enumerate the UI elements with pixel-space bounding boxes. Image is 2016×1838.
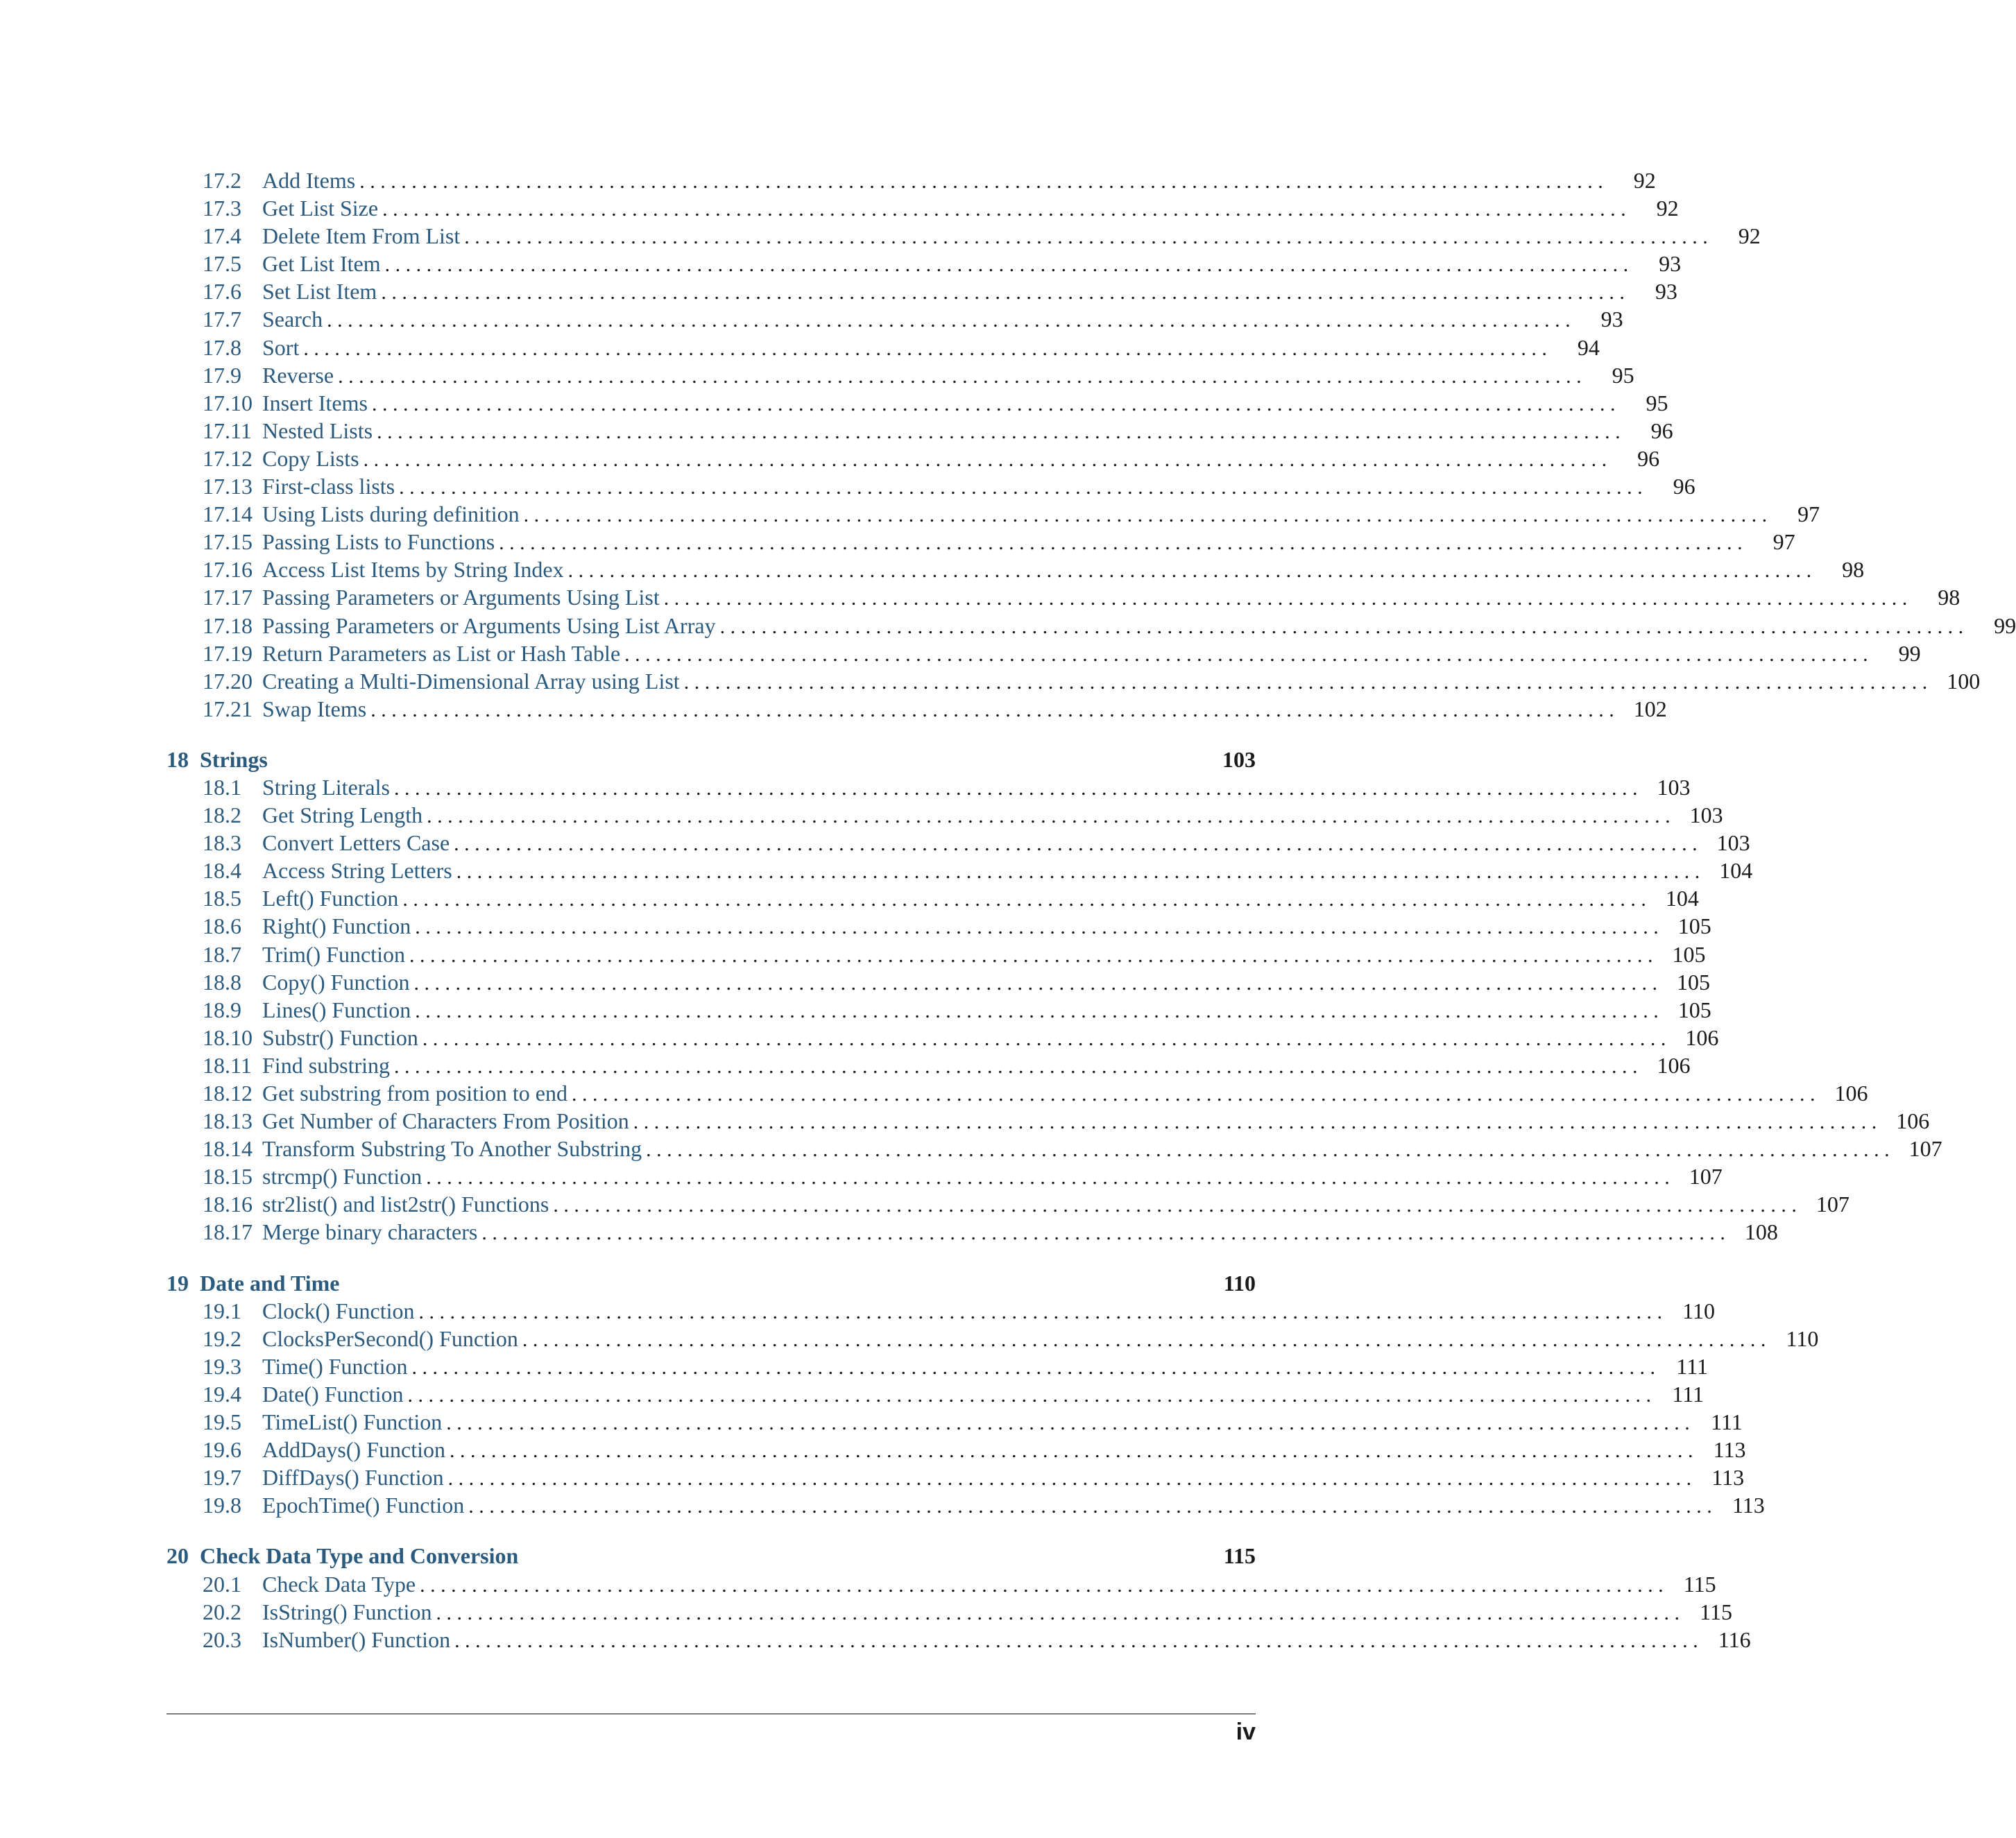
toc-section-entry[interactable] (166, 1024, 1719, 1051)
section-title[interactable]: Swap Items (262, 696, 367, 721)
leader-dots: . . . . . . . . . . . . . . . . . . . . . . . . . . . . . . . . . . . . . . . . . . . . . . . . . . . . . . . . . . . . . . . . . . . . . . . . . . . . . . . . . . . . . . . . . . . . . . . . . . . . . . . . . . . . . . . . . . . . . . . . (338, 364, 1582, 388)
chapter-page-number[interactable]: 115 (1223, 1543, 1256, 1569)
section-title[interactable]: Copy() Function (262, 969, 410, 995)
section-page-number[interactable]: 106 (1896, 1108, 1930, 1134)
section-page-number[interactable]: 103 (1689, 802, 1723, 828)
toc-section-entry[interactable] (166, 445, 1660, 472)
section-page-number[interactable]: 96 (1673, 474, 1695, 499)
section-title[interactable]: String Literals (262, 774, 390, 800)
toc-section-entry[interactable] (166, 166, 1656, 194)
section-number[interactable]: 18.11 (203, 1052, 252, 1078)
section-number[interactable]: 20.2 (203, 1599, 241, 1624)
leader-dots: . . . . . . . . . . . . . . . . . . . . . . . . . . . . . . . . . . . . . . . . . . . . . . . . . . . . . . . . . . . . . . . . . . . . . . . . . . . . . . . . . . . . . . . . . . . . . . . . . . . . . . . . . . . . . . . . . . . . . . . . (567, 559, 1812, 583)
section-title[interactable]: AddDays() Function (262, 1437, 445, 1463)
toc-section-entry[interactable] (166, 528, 1795, 556)
section-page-number[interactable]: 115 (1700, 1599, 1732, 1624)
section-title[interactable]: Return Parameters as List or Hash Table (262, 640, 621, 666)
leader-dots: . . . . . . . . . . . . . . . . . . . . . . . . . . . . . . . . . . . . . . . . . . . . . . . . . . . . . . . . . . . . . . . . . . . . . . . . . . . . . . . . . . . . . . . . . . . . . . . . . . . . . . . . . . . . . . . . . . . . . . . . (454, 1629, 1698, 1652)
chapter-title[interactable]: Strings (200, 746, 268, 772)
section-title[interactable]: Reverse (262, 362, 334, 388)
section-number[interactable]: 19.1 (203, 1298, 241, 1323)
section-page-number[interactable]: 92 (1656, 196, 1679, 221)
toc-section-entry[interactable] (166, 801, 1723, 829)
section-title[interactable]: IsNumber() Function (262, 1626, 451, 1652)
chapter-title[interactable]: Check Data Type and Conversion (200, 1543, 519, 1569)
leader-dots: . . . . . . . . . . . . . . . . . . . . . . . . . . . . . . . . . . . . . . . . . . . . . . . . . . . . . . . . . . . . . . . . . . . . . . . . . . . . . . . . . . . . . . . . . . . . . . . . . . . . . . . . . . . . . . . . . . . . . . . . (371, 392, 1616, 415)
section-title[interactable]: Trim() Function (262, 941, 405, 967)
section-page-number[interactable]: 100 (1947, 668, 1981, 694)
toc-chapter-entry[interactable] (166, 1269, 1256, 1297)
toc-section-entry[interactable] (166, 884, 1699, 912)
section-number[interactable]: 17.13 (203, 474, 253, 499)
section-number[interactable]: 18.4 (203, 858, 241, 884)
section-number[interactable]: 19.5 (203, 1409, 241, 1435)
chapter-page-number[interactable]: 110 (1223, 1270, 1256, 1296)
section-number[interactable]: 18.12 (203, 1081, 253, 1106)
section-title[interactable]: Search (262, 307, 323, 332)
section-title[interactable]: Convert Letters Case (262, 830, 450, 856)
section-number[interactable]: 19.8 (203, 1493, 241, 1518)
section-title[interactable]: DiffDays() Function (262, 1465, 444, 1491)
section-number[interactable]: 18.9 (203, 997, 241, 1022)
section-title[interactable]: EpochTime() Function (262, 1493, 465, 1518)
chapter-spacer (166, 723, 1256, 746)
section-number[interactable]: 17.9 (203, 362, 241, 388)
toc-section-entry[interactable] (166, 250, 1682, 277)
leader-dots: . . . . . . . . . . . . . . . . . . . . . . . . . . . . . . . . . . . . . . . . . . . . . . . . . . . . . . . . . . . . . . . . . . . . . . . . . . . . . . . . . . . . . . . . . . . . . . . . . . . . . . . . . . . . . . . . . . . . . . . . (571, 1083, 1816, 1106)
section-page-number[interactable]: 113 (1713, 1437, 1746, 1463)
leader-dots: . . . . . . . . . . . . . . . . . . . . . . . . . . . . . . . . . . . . . . . . . . . . . . . . . . . . . . . . . . . . . . . . . . . . . . . . . . . . . . . . . . . . . . . . . . . . . . . . . . . . . . . . . . . . . . . . . . . . . . . . (481, 1221, 1725, 1245)
toc-section-entry[interactable] (166, 695, 1667, 723)
section-title[interactable]: strcmp() Function (262, 1164, 422, 1189)
toc-section-entry[interactable] (166, 1218, 1778, 1246)
section-page-number[interactable]: 104 (1665, 886, 1699, 911)
section-title[interactable]: Nested Lists (262, 418, 373, 443)
section-title[interactable]: Clock() Function (262, 1298, 415, 1323)
section-page-number[interactable]: 105 (1672, 941, 1706, 967)
section-number[interactable]: 17.17 (203, 585, 253, 610)
section-title[interactable]: Get substring from position to end (262, 1081, 567, 1106)
toc-section-entry[interactable] (166, 639, 1921, 667)
toc-section-entry[interactable] (166, 612, 2016, 639)
section-title[interactable]: Get String Length (262, 802, 423, 828)
toc-section-entry[interactable] (166, 857, 1753, 884)
leader-dots: . . . . . . . . . . . . . . . . . . . . . . . . . . . . . . . . . . . . . . . . . . . . . . . . . . . . . . . . . . . . . . . . . . . . . . . . . . . . . . . . . . . . . . . . . . . . . . . . . . . . . . . . . . . . . . . . . . . . . . . . (413, 971, 1657, 995)
section-number[interactable]: 17.16 (203, 557, 253, 583)
leader-dots: . . . . . . . . . . . . . . . . . . . . . . . . . . . . . . . . . . . . . . . . . . . . . . . . . . . . . . . . . . . . . . . . . . . . . . . . . . . . . . . . . . . . . . . . . . . . . . . . . . . . . . . . . . . . . . . . . . . . . . . . (464, 225, 1708, 249)
leader-dots: . . . . . . . . . . . . . . . . . . . . . . . . . . . . . . . . . . . . . . . . . . . . . . . . . . . . . . . . . . . . . . . . . . . . . . . . . . . . . . . . . . . . . . . . . . . . . . . . . . . . . . . . . . . . . . . . . . . . . . . . (422, 1027, 1666, 1050)
section-page-number[interactable]: 107 (1816, 1192, 1850, 1217)
section-title[interactable]: Passing Lists to Functions (262, 529, 495, 555)
footer-rule (166, 1713, 1256, 1715)
section-page-number[interactable]: 93 (1655, 279, 1677, 304)
section-title[interactable]: Access List Items by String Index (262, 557, 564, 583)
section-number[interactable]: 18.7 (203, 941, 241, 967)
leader-dots: . . . . . . . . . . . . . . . . . . . . . . . . . . . . . . . . . . . . . . . . . . . . . . . . . . . . . . . . . . . . . . . . . . . . . . . . . . . . . . . . . . . . . . . . . . . . . . . . . . . . . . . . . . . . . . . . . . . . . . . . (454, 832, 1698, 856)
section-title[interactable]: Sort (262, 334, 300, 360)
chapter-spacer (166, 1519, 1256, 1542)
section-number[interactable]: 18.6 (203, 913, 241, 939)
toc-section-entry[interactable] (166, 277, 1677, 305)
leader-dots: . . . . . . . . . . . . . . . . . . . . . . . . . . . . . . . . . . . . . . . . . . . . . . . . . . . . . . . . . . . . . . . . . . . . . . . . . . . . . . . . . . . . . . . . . . . . . . . . . . . . . . . . . . . . . . . . . . . . . . . . (393, 776, 1638, 800)
toc-section-entry[interactable] (166, 583, 1961, 611)
footer-page-number: iv (1236, 1719, 1256, 1745)
chapter-number[interactable]: 20 (166, 1543, 189, 1569)
section-title[interactable]: Get List Size (262, 196, 379, 221)
toc-section-entry[interactable] (166, 1162, 1723, 1190)
section-title[interactable]: Copy Lists (262, 445, 359, 471)
toc-section-entry[interactable] (166, 829, 1750, 857)
section-page-number[interactable]: 103 (1716, 830, 1750, 856)
toc-section-entry[interactable] (166, 194, 1679, 222)
section-page-number[interactable]: 102 (1633, 696, 1667, 721)
section-page-number[interactable]: 96 (1637, 445, 1660, 471)
chapter-number[interactable]: 18 (166, 746, 189, 772)
section-number[interactable]: 17.5 (203, 251, 241, 277)
toc-chapter-entry[interactable] (166, 1542, 1256, 1570)
section-number[interactable]: 18.15 (203, 1164, 253, 1189)
section-title[interactable]: TimeList() Function (262, 1409, 443, 1435)
section-number[interactable]: 19.7 (203, 1465, 241, 1491)
chapter-title[interactable]: Date and Time (200, 1270, 340, 1296)
toc-section-entry[interactable] (166, 334, 1600, 361)
section-title[interactable]: Get List Item (262, 251, 381, 277)
section-number[interactable]: 19.2 (203, 1325, 241, 1351)
section-page-number[interactable]: 99 (1898, 640, 1921, 666)
section-page-number[interactable]: 96 (1650, 418, 1673, 443)
section-page-number[interactable]: 111 (1672, 1381, 1704, 1407)
section-title[interactable]: Passing Parameters or Arguments Using List (262, 585, 660, 610)
toc-section-entry[interactable] (166, 1491, 1765, 1519)
leader-dots: . . . . . . . . . . . . . . . . . . . . . . . . . . . . . . . . . . . . . . . . . . . . . . . . . . . . . . . . . . . . . . . . . . . . . . . . . . . . . . . . . . . . . . . . . . . . . . . . . . . . . . . . . . . . . . . . . . . . . . . . (415, 916, 1659, 939)
leader-dots: . . . . . . . . . . . . . . . . . . . . . . . . . . . . . . . . . . . . . . . . . . . . . . . . . . . . . . . . . . . . . . . . . . . . . . . . . . . . . . . . . . . . . . . . . . . . . . . . . . . . . . . . . . . . . . . . . . . . . . . . (456, 860, 1700, 884)
section-title[interactable]: Passing Parameters or Arguments Using List Array (262, 612, 716, 638)
section-page-number[interactable]: 98 (1938, 585, 1961, 610)
section-page-number[interactable]: 107 (1689, 1164, 1723, 1189)
section-title[interactable]: IsString() Function (262, 1599, 432, 1624)
section-number[interactable]: 20.3 (203, 1626, 241, 1652)
section-number[interactable]: 17.12 (203, 445, 253, 471)
leader-dots: . . . . . . . . . . . . . . . . . . . . . . . . . . . . . . . . . . . . . . . . . . . . . . . . . . . . . . . . . . . . . . . . . . . . . . . . . . . . . . . . . . . . . . . . . . . . . . . . . . . . . . . . . . . . . . . . . . . . . . . . (415, 999, 1659, 1022)
section-number[interactable]: 18.10 (203, 1024, 253, 1050)
section-page-number[interactable]: 105 (1677, 913, 1711, 939)
leader-dots: . . . . . . . . . . . . . . . . . . . . . . . . . . . . . . . . . . . . . . . . . . . . . . . . . . . . . . . . . . . . . . . . . . . . . . . . . . . . . . . . . . . . . . . . . . . . . . . . . . . . . . . . . . . . . . . . . . . . . . . . (411, 1355, 1655, 1379)
section-number[interactable]: 18.8 (203, 969, 241, 995)
section-title[interactable]: Right() Function (262, 913, 411, 939)
toc-section-entry[interactable] (166, 1436, 1746, 1463)
section-page-number[interactable]: 111 (1711, 1409, 1743, 1435)
toc-section-entry[interactable] (166, 773, 1691, 801)
leader-dots: . . . . . . . . . . . . . . . . . . . . . . . . . . . . . . . . . . . . . . . . . . . . . . . . . . . . . . . . . . . . . . . . . . . . . . . . . . . . . . . . . . . . . . . . . . . . . . . . . . . . . . . . . . . . . . . . . . . . . . . . (399, 476, 1643, 499)
section-page-number[interactable]: 92 (1633, 168, 1656, 193)
toc-section-entry[interactable] (166, 1107, 1930, 1135)
section-number[interactable]: 17.3 (203, 196, 241, 221)
leader-dots: . . . . . . . . . . . . . . . . . . . . . . . . . . . . . . . . . . . . . . . . . . . . . . . . . . . . . . . . . . . . . . . . . . . . . . . . . . . . . . . . . . . . . . . . . . . . . . . . . . . . . . . . . . . . . . . . . . . . . . . . (449, 1439, 1693, 1463)
section-page-number[interactable]: 116 (1718, 1626, 1751, 1652)
leader-dots: . . . . . . . . . . . . . . . . . . . . . . . . . . . . . . . . . . . . . . . . . . . . . . . . . . . . . . . . . . . . . . . . . . . . . . . . . . . . . . . . . . . . . . . . . . . . . . . . . . . . . . . . . . . . . . . . . . . . . . . . (447, 1467, 1692, 1491)
section-number[interactable]: 18.16 (203, 1192, 253, 1217)
leader-dots: . . . . . . . . . . . . . . . . . . . . . . . . . . . . . . . . . . . . . . . . . . . . . . . . . . . . . . . . . . . . . . . . . . . . . . . . . . . . . . . . . . . . . . . . . . . . . . . . . . . . . . . . . . . . . . . . . . . . . . . . (327, 309, 1571, 332)
section-number[interactable]: 18.17 (203, 1219, 253, 1245)
toc-section-entry[interactable] (166, 1570, 1716, 1598)
section-number[interactable]: 17.19 (203, 640, 253, 666)
section-number[interactable]: 17.10 (203, 390, 253, 415)
section-title[interactable]: Creating a Multi-Dimensional Array using List (262, 668, 680, 694)
section-number[interactable]: 19.4 (203, 1381, 241, 1407)
toc-section-entry[interactable] (166, 1325, 1819, 1352)
section-number[interactable]: 17.4 (203, 223, 241, 249)
toc-section-entry[interactable] (166, 912, 1711, 940)
leader-dots: . . . . . . . . . . . . . . . . . . . . . . . . . . . . . . . . . . . . . . . . . . . . . . . . . . . . . . . . . . . . . . . . . . . . . . . . . . . . . . . . . . . . . . . . . . . . . . . . . . . . . . . . . . . . . . . . . . . . . . . . (420, 1573, 1664, 1597)
section-page-number[interactable]: 97 (1797, 501, 1820, 527)
leader-dots: . . . . . . . . . . . . . . . . . . . . . . . . . . . . . . . . . . . . . . . . . . . . . . . . . . . . . . . . . . . . . . . . . . . . . . . . . . . . . . . . . . . . . . . . . . . . . . . . . . . . . . . . . . . . . . . . . . . . . . . . (499, 531, 1743, 555)
leader-dots: . . . . . . . . . . . . . . . . . . . . . . . . . . . . . . . . . . . . . . . . . . . . . . . . . . . . . . . . . . . . . . . . . . . . . . . . . . . . . . . . . . . . . . . . . . . . . . . . . . . . . . . . . . . . . . . . . . . . . . . . (426, 1166, 1670, 1189)
section-page-number[interactable]: 113 (1732, 1493, 1765, 1518)
section-page-number[interactable]: 110 (1786, 1325, 1819, 1351)
toc-section-entry[interactable] (166, 1598, 1732, 1626)
section-number[interactable]: 18.1 (203, 774, 241, 800)
toc-section-entry[interactable] (166, 500, 1820, 528)
leader-dots: . . . . . . . . . . . . . . . . . . . . . . . . . . . . . . . . . . . . . . . . . . . . . . . . . . . . . . . . . . . . . . . . . . . . . . . . . . . . . . . . . . . . . . . . . . . . . . . . . . . . . . . . . . . . . . . . . . . . . . . . (402, 888, 1646, 911)
leader-dots: . . . . . . . . . . . . . . . . . . . . . . . . . . . . . . . . . . . . . . . . . . . . . . . . . . . . . . . . . . . . . . . . . . . . . . . . . . . . . . . . . . . . . . . . . . . . . . . . . . . . . . . . . . . . . . . . . . . . . . . . (377, 420, 1621, 443)
leader-dots: . . . . . . . . . . . . . . . . . . . . . . . . . . . . . . . . . . . . . . . . . . . . . . . . . . . . . . . . . . . . . . . . . . . . . . . . . . . . . . . . . . . . . . . . . . . . . . . . . . . . . . . . . . . . . . . . . . . . . . . . (418, 1300, 1663, 1323)
section-title[interactable]: Check Data Type (262, 1571, 416, 1597)
section-title[interactable]: Add Items (262, 168, 356, 193)
section-title[interactable]: Lines() Function (262, 997, 411, 1022)
section-page-number[interactable]: 108 (1744, 1219, 1778, 1245)
section-page-number[interactable]: 106 (1834, 1081, 1868, 1106)
section-number[interactable]: 17.14 (203, 501, 253, 527)
section-number[interactable]: 19.3 (203, 1353, 241, 1379)
toc-section-entry[interactable] (166, 1463, 1745, 1491)
toc-section-entry[interactable] (166, 472, 1695, 500)
leader-dots: . . . . . . . . . . . . . . . . . . . . . . . . . . . . . . . . . . . . . . . . . . . . . . . . . . . . . . . . . . . . . . . . . . . . . . . . . . . . . . . . . . . . . . . . . . . . . . . . . . . . . . . . . . . . . . . . . . . . . . . . (646, 1138, 1890, 1162)
chapter-spacer (166, 1246, 1256, 1269)
leader-dots: . . . . . . . . . . . . . . . . . . . . . . . . . . . . . . . . . . . . . . . . . . . . . . . . . . . . . . . . . . . . . . . . . . . . . . . . . . . . . . . . . . . . . . . . . . . . . . . . . . . . . . . . . . . . . . . . . . . . . . . . (553, 1194, 1797, 1217)
section-number[interactable]: 18.14 (203, 1136, 253, 1162)
section-number[interactable]: 18.3 (203, 830, 241, 856)
section-page-number[interactable]: 95 (1646, 390, 1668, 415)
section-page-number[interactable]: 105 (1676, 969, 1710, 995)
section-title[interactable]: Substr() Function (262, 1024, 418, 1050)
leader-dots: . . . . . . . . . . . . . . . . . . . . . . . . . . . . . . . . . . . . . . . . . . . . . . . . . . . . . . . . . . . . . . . . . . . . . . . . . . . . . . . . . . . . . . . . . . . . . . . . . . . . . . . . . . . . . . . . . . . . . . . . (522, 1328, 1766, 1351)
section-title[interactable]: Merge binary characters (262, 1219, 478, 1245)
section-page-number[interactable]: 103 (1657, 774, 1691, 800)
section-number[interactable]: 17.6 (203, 279, 241, 304)
toc-section-entry[interactable] (166, 556, 1865, 583)
section-number[interactable]: 20.1 (203, 1571, 241, 1597)
toc-section-entry[interactable] (166, 1380, 1704, 1408)
section-title[interactable]: First-class lists (262, 474, 395, 499)
toc-section-entry[interactable] (166, 305, 1623, 333)
section-title[interactable]: Using Lists during definition (262, 501, 520, 527)
section-number[interactable]: 17.8 (203, 334, 241, 360)
leader-dots: . . . . . . . . . . . . . . . . . . . . . . . . . . . . . . . . . . . . . . . . . . . . . . . . . . . . . . . . . . . . . . . . . . . . . . . . . . . . . . . . . . . . . . . . . . . . . . . . . . . . . . . . . . . . . . . . . . . . . . . . (436, 1601, 1680, 1624)
section-title[interactable]: Access String Letters (262, 858, 452, 884)
section-page-number[interactable]: 98 (1842, 557, 1865, 583)
leader-dots: . . . . . . . . . . . . . . . . . . . . . . . . . . . . . . . . . . . . . . . . . . . . . . . . . . . . . . . . . . . . . . . . . . . . . . . . . . . . . . . . . . . . . . . . . . . . . . . . . . . . . . . . . . . . . . . . . . . . . . . . (303, 336, 1547, 360)
section-page-number[interactable]: 113 (1711, 1465, 1745, 1491)
toc-section-entry[interactable] (166, 968, 1710, 996)
section-title[interactable]: Insert Items (262, 390, 368, 415)
section-number[interactable]: 18.2 (203, 802, 241, 828)
leader-dots: . . . . . . . . . . . . . . . . . . . . . . . . . . . . . . . . . . . . . . . . . . . . . . . . . . . . . . . . . . . . . . . . . . . . . . . . . . . . . . . . . . . . . . . . . . . . . . . . . . . . . . . . . . . . . . . . . . . . . . . . (446, 1411, 1690, 1435)
toc-section-entry[interactable] (166, 1051, 1691, 1079)
section-page-number[interactable]: 93 (1659, 251, 1682, 277)
section-page-number[interactable]: 107 (1908, 1136, 1942, 1162)
section-page-number[interactable]: 99 (1994, 612, 2016, 638)
section-page-number[interactable]: 92 (1738, 223, 1761, 249)
leader-dots: . . . . . . . . . . . . . . . . . . . . . . . . . . . . . . . . . . . . . . . . . . . . . . . . . . . . . . . . . . . . . . . . . . . . . . . . . . . . . . . . . . . . . . . . . . . . . . . . . . . . . . . . . . . . . . . . . . . . . . . . (683, 670, 1928, 694)
section-title[interactable]: Find substring (262, 1052, 391, 1078)
toc-section-entry[interactable] (166, 361, 1634, 389)
leader-dots: . . . . . . . . . . . . . . . . . . . . . . . . . . . . . . . . . . . . . . . . . . . . . . . . . . . . . . . . . . . . . . . . . . . . . . . . . . . . . . . . . . . . . . . . . . . . . . . . . . . . . . . . . . . . . . . . . . . . . . . . (719, 615, 1964, 638)
section-page-number[interactable]: 106 (1657, 1052, 1691, 1078)
leader-dots: . . . . . . . . . . . . . . . . . . . . . . . . . . . . . . . . . . . . . . . . . . . . . . . . . . . . . . . . . . . . . . . . . . . . . . . . . . . . . . . . . . . . . . . . . . . . . . . . . . . . . . . . . . . . . . . . . . . . . . . . (427, 805, 1671, 828)
section-title[interactable]: str2list() and list2str() Functions (262, 1192, 549, 1217)
leader-dots: . . . . . . . . . . . . . . . . . . . . . . . . . . . . . . . . . . . . . . . . . . . . . . . . . . . . . . . . . . . . . . . . . . . . . . . . . . . . . . . . . . . . . . . . . . . . . . . . . . . . . . . . . . . . . . . . . . . . . . . . (663, 587, 1908, 610)
toc-section-entry[interactable] (166, 667, 1981, 695)
leader-dots: . . . . . . . . . . . . . . . . . . . . . . . . . . . . . . . . . . . . . . . . . . . . . . . . . . . . . . . . . . . . . . . . . . . . . . . . . . . . . . . . . . . . . . . . . . . . . . . . . . . . . . . . . . . . . . . . . . . . . . . . (359, 170, 1603, 193)
leader-dots: . . . . . . . . . . . . . . . . . . . . . . . . . . . . . . . . . . . . . . . . . . . . . . . . . . . . . . . . . . . . . . . . . . . . . . . . . . . . . . . . . . . . . . . . . . . . . . . . . . . . . . . . . . . . . . . . . . . . . . . . (409, 943, 1653, 967)
section-title[interactable]: Time() Function (262, 1353, 408, 1379)
section-page-number[interactable]: 115 (1683, 1571, 1716, 1597)
section-title[interactable]: Delete Item From List (262, 223, 461, 249)
leader-dots: . . . . . . . . . . . . . . . . . . . . . . . . . . . . . . . . . . . . . . . . . . . . . . . . . . . . . . . . . . . . . . . . . . . . . . . . . . . . . . . . . . . . . . . . . . . . . . . . . . . . . . . . . . . . . . . . . . . . . . . . (382, 198, 1626, 221)
toc-section-entry[interactable] (166, 222, 1761, 250)
section-number[interactable]: 17.7 (203, 307, 241, 332)
section-title[interactable]: ClocksPerSecond() Function (262, 1325, 518, 1351)
section-page-number[interactable]: 111 (1676, 1353, 1708, 1379)
leader-dots: . . . . . . . . . . . . . . . . . . . . . . . . . . . . . . . . . . . . . . . . . . . . . . . . . . . . . . . . . . . . . . . . . . . . . . . . . . . . . . . . . . . . . . . . . . . . . . . . . . . . . . . . . . . . . . . . . . . . . . . . (523, 504, 1768, 527)
toc-section-entry[interactable] (166, 417, 1673, 445)
table-of-contents (166, 166, 2016, 1654)
section-number[interactable]: 17.2 (203, 168, 241, 193)
section-number[interactable]: 19.6 (203, 1437, 241, 1463)
section-title[interactable]: Left() Function (262, 886, 399, 911)
leader-dots: . . . . . . . . . . . . . . . . . . . . . . . . . . . . . . . . . . . . . . . . . . . . . . . . . . . . . . . . . . . . . . . . . . . . . . . . . . . . . . . . . . . . . . . . . . . . . . . . . . . . . . . . . . . . . . . . . . . . . . . . (384, 253, 1629, 277)
leader-dots: . . . . . . . . . . . . . . . . . . . . . . . . . . . . . . . . . . . . . . . . . . . . . . . . . . . . . . . . . . . . . . . . . . . . . . . . . . . . . . . . . . . . . . . . . . . . . . . . . . . . . . . . . . . . . . . . . . . . . . . . (468, 1495, 1712, 1518)
section-page-number[interactable]: 104 (1719, 858, 1753, 884)
section-page-number[interactable]: 110 (1682, 1298, 1716, 1323)
section-number[interactable]: 17.20 (203, 668, 253, 694)
toc-section-entry[interactable] (166, 1190, 1850, 1218)
toc-section-entry[interactable] (166, 1297, 1716, 1325)
leader-dots: . . . . . . . . . . . . . . . . . . . . . . . . . . . . . . . . . . . . . . . . . . . . . . . . . . . . . . . . . . . . . . . . . . . . . . . . . . . . . . . . . . . . . . . . . . . . . . . . . . . . . . . . . . . . . . . . . . . . . . . . (624, 642, 1868, 666)
toc-section-entry[interactable] (166, 1135, 1942, 1162)
chapter-number[interactable]: 19 (166, 1270, 189, 1296)
leader-dots: . . . . . . . . . . . . . . . . . . . . . . . . . . . . . . . . . . . . . . . . . . . . . . . . . . . . . . . . . . . . . . . . . . . . . . . . . . . . . . . . . . . . . . . . . . . . . . . . . . . . . . . . . . . . . . . . . . . . . . . . (394, 1054, 1638, 1078)
toc-section-entry[interactable] (166, 389, 1668, 417)
section-number[interactable]: 18.13 (203, 1108, 253, 1134)
section-number[interactable]: 17.18 (203, 612, 253, 638)
section-page-number[interactable]: 106 (1685, 1024, 1719, 1050)
section-page-number[interactable]: 105 (1677, 997, 1711, 1022)
toc-section-entry[interactable] (166, 1079, 1868, 1107)
section-number[interactable]: 17.15 (203, 529, 253, 555)
section-title[interactable]: Date() Function (262, 1381, 404, 1407)
section-page-number[interactable]: 94 (1577, 334, 1600, 360)
section-number[interactable]: 17.11 (203, 418, 252, 443)
toc-section-entry[interactable] (166, 1352, 1708, 1380)
toc-section-entry[interactable] (166, 996, 1711, 1024)
toc-section-entry[interactable] (166, 1408, 1743, 1436)
leader-dots: . . . . . . . . . . . . . . . . . . . . . . . . . . . . . . . . . . . . . . . . . . . . . . . . . . . . . . . . . . . . . . . . . . . . . . . . . . . . . . . . . . . . . . . . . . . . . . . . . . . . . . . . . . . . . . . . . . . . . . . . (370, 698, 1614, 721)
leader-dots: . . . . . . . . . . . . . . . . . . . . . . . . . . . . . . . . . . . . . . . . . . . . . . . . . . . . . . . . . . . . . . . . . . . . . . . . . . . . . . . . . . . . . . . . . . . . . . . . . . . . . . . . . . . . . . . . . . . . . . . . (633, 1110, 1877, 1134)
section-title[interactable]: Transform Substring To Another Substring (262, 1136, 642, 1162)
section-title[interactable]: Get Number of Characters From Position (262, 1108, 629, 1134)
chapter-page-number[interactable]: 103 (1222, 746, 1256, 772)
section-number[interactable]: 17.21 (203, 696, 253, 721)
section-number[interactable]: 18.5 (203, 886, 241, 911)
toc-section-entry[interactable] (166, 941, 1706, 968)
section-page-number[interactable]: 95 (1612, 362, 1634, 388)
section-page-number[interactable]: 97 (1772, 529, 1795, 555)
leader-dots: . . . . . . . . . . . . . . . . . . . . . . . . . . . . . . . . . . . . . . . . . . . . . . . . . . . . . . . . . . . . . . . . . . . . . . . . . . . . . . . . . . . . . . . . . . . . . . . . . . . . . . . . . . . . . . . . . . . . . . . . (407, 1383, 1651, 1407)
toc-section-entry[interactable] (166, 1626, 1751, 1654)
leader-dots: . . . . . . . . . . . . . . . . . . . . . . . . . . . . . . . . . . . . . . . . . . . . . . . . . . . . . . . . . . . . . . . . . . . . . . . . . . . . . . . . . . . . . . . . . . . . . . . . . . . . . . . . . . . . . . . . . . . . . . . . (381, 281, 1625, 304)
leader-dots: . . . . . . . . . . . . . . . . . . . . . . . . . . . . . . . . . . . . . . . . . . . . . . . . . . . . . . . . . . . . . . . . . . . . . . . . . . . . . . . . . . . . . . . . . . . . . . . . . . . . . . . . . . . . . . . . . . . . . . . . (363, 447, 1607, 471)
section-page-number[interactable]: 93 (1600, 307, 1623, 332)
toc-chapter-entry[interactable] (166, 746, 1256, 773)
section-title[interactable]: Set List Item (262, 279, 377, 304)
